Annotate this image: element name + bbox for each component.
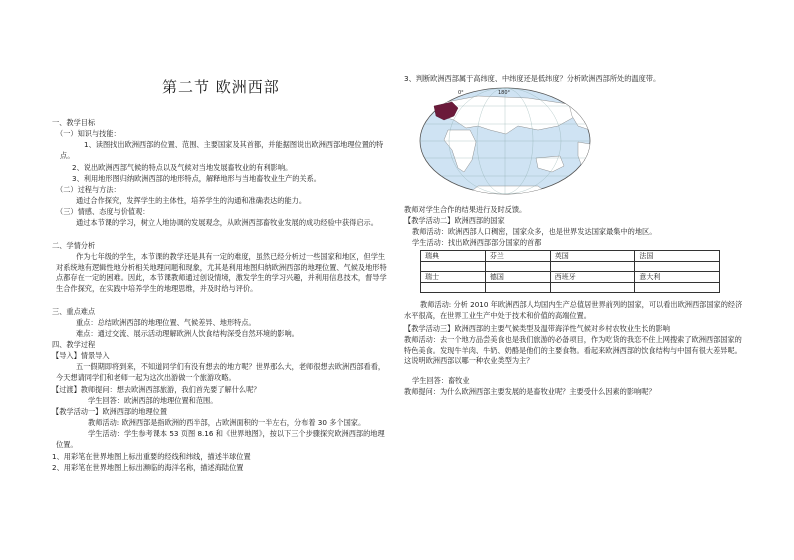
intro-text: 五一假期即将到来，不知道同学们有没有想去的地方呢？世界那么大，老师很想去欧洲西部看看，今天想请同学们和老师一起为这次出游做一个旅游攻略。 — [56, 362, 386, 382]
student-answer-1: 学生回答：欧洲西部的地理位置和范围。 — [88, 396, 218, 405]
knowledge-item-3: 3、利用地形图归纳欧洲西部的地形特点，解释地形与当地畜牧业生产的关系。 — [72, 174, 321, 183]
table-row — [421, 251, 720, 262]
table-row — [421, 262, 720, 272]
table-row — [421, 272, 720, 283]
activity3-heading: 【教学活动三】欧洲西部的主要气候类型及温带海洋性气候对乡村农牧业生长的影响 — [404, 324, 670, 333]
table-cell — [635, 262, 720, 272]
teacher-analysis: 教师活动: 分析 2010 年欧洲西部人均国内生产总值居世界前列的国家，可以看出欧洲西部国家的经济水平很高，在世界工业生产中处于技术和价值的高端位置。 — [404, 300, 743, 320]
table-cell — [635, 283, 720, 293]
process-heading: （二）过程与方法： — [56, 185, 121, 194]
step-1: 1、用彩笔在世界地图上标出重要的经线和纬线，描述半球位置 — [52, 452, 251, 461]
table-cell: 瑞典 — [421, 251, 486, 262]
analysis-text: 作为七年级的学生，本节课的教学还是具有一定的难度，虽然已经分析过一些国家和地区，但学生对系统地有逻辑性地分析相关地理问题和现象，尤其是利用地图归纳欧洲西部的地理位置、气候及地形特点都存在一定的困难。因此，本节课教师通过创设情境，激发学生的学习兴趣，并利用信息技术，督导学生合作探究，在实践中培养学生的地理思维，并及时给与评价。 — [56, 252, 387, 293]
table-cell: 芬兰 — [485, 251, 550, 262]
table-cell: 瑞士 — [421, 272, 486, 283]
table-cell — [421, 262, 486, 272]
activity1-student: 学生活动：学生参考课本 53 页图 8.16 和《世界地图》，按以下三个步骤探究欧洲西部的地理位置。 — [56, 429, 385, 449]
difficult-point: 难点：通过交流、展示活动理解欧洲人饮食结构深受自然环境的影响。 — [76, 329, 299, 338]
table-cell: 英国 — [550, 251, 635, 262]
countries-table — [420, 250, 720, 293]
table-cell: 意大利 — [635, 272, 720, 283]
analysis-heading: 二、学情分析 — [52, 241, 96, 250]
process-section-heading: 四、教学过程 — [52, 340, 96, 349]
teacher-question: 教师提问：为什么欧洲西部主要发展的是畜牧业呢？主要受什么因素的影响呢？ — [404, 387, 656, 396]
activity2-teacher: 教师活动：欧洲西部人口稠密，国家众多，也是世界发达国家最集中的地区。 — [412, 227, 657, 236]
key-heading: 三、重点难点 — [52, 307, 96, 316]
map-label-180: 180° — [498, 90, 511, 96]
emotion-text: 通过本节课的学习，树立人地协调的发展观念，从欧洲西部畜牧业发展的成功经验中获得启示。 — [76, 218, 378, 227]
table-cell — [550, 262, 635, 272]
activity1-heading: 【教学活动一】欧洲西部的地理位置 — [52, 407, 168, 416]
objectives-heading: 一、教学目标 — [52, 118, 96, 127]
table-cell — [421, 283, 486, 293]
table-cell: 西班牙 — [550, 272, 635, 283]
knowledge-heading: （一）知识与技能： — [56, 129, 121, 138]
teacher-eval: 教师对学生合作的结果进行及时反馈。 — [404, 205, 527, 214]
table-cell: 德国 — [485, 272, 550, 283]
activity2-heading: 【教学活动二】欧洲西部的国家 — [404, 216, 505, 225]
step-2: 2、用彩笔在世界地图上标出濒临的海洋名称，描述海陆位置 — [52, 463, 244, 472]
table-cell — [485, 283, 550, 293]
process-text: 通过合作探究，发挥学生的主体性，培养学生的沟通和准确表达的能力。 — [76, 196, 307, 205]
knowledge-item-2: 2、说出欧洲西部气候的特点以及气候对当地发展畜牧业的有利影响。 — [72, 163, 293, 172]
world-map-figure — [418, 86, 592, 196]
table-cell: 法国 — [635, 251, 720, 262]
south-america-landmass — [578, 142, 590, 176]
activity2-student: 学生活动：找出欧洲西部部分国家的首都 — [412, 238, 542, 247]
activity1-teacher: 教师活动: 欧洲西部是指欧洲的西半部，占欧洲面积的一半左右，分布着 30 多个国家。 — [88, 418, 366, 427]
activity3-teacher: 教师活动：去一个地方品尝美食也是我们旅游的必备项目，作为吃货的我恋不住上网搜索了欧洲西部国家的特色美食。发现牛羊肉、牛奶、奶酪是他们的主要食物。看起来欧洲西部的饮食结构与中国有很大差异呢。这说明欧洲西部以哪一种农业类型为主？ — [404, 335, 742, 366]
transition-text: 【过渡】教师提问：想去欧洲西部旅游，我们首先要了解什么呢？ — [52, 385, 261, 394]
key-point: 重点：总结欧洲西部的地理位置、气候差异、地形特点。 — [76, 318, 256, 327]
map-label-0: 0° — [458, 90, 464, 96]
emotion-heading: （三）情感、态度与价值观： — [56, 207, 150, 216]
step-3: 3、判断欧洲西部属于高纬度、中纬度还是低纬度？分析欧洲西部所处的温度带。 — [404, 74, 661, 83]
antarctica-landmass — [468, 186, 548, 194]
page-title: 第二节 欧洲西部 — [162, 78, 280, 96]
table-cell — [550, 283, 635, 293]
knowledge-item-1: 1、读图找出欧洲西部的位置、范围、主要国家及其首都，并能据图说出欧洲西部地理位置的特点。 — [60, 140, 384, 160]
table-cell — [485, 262, 550, 272]
student-answer-2: 学生回答：畜牧业 — [412, 376, 470, 385]
intro-heading: 【导入】情景导入 — [52, 351, 110, 360]
table-row — [421, 283, 720, 293]
